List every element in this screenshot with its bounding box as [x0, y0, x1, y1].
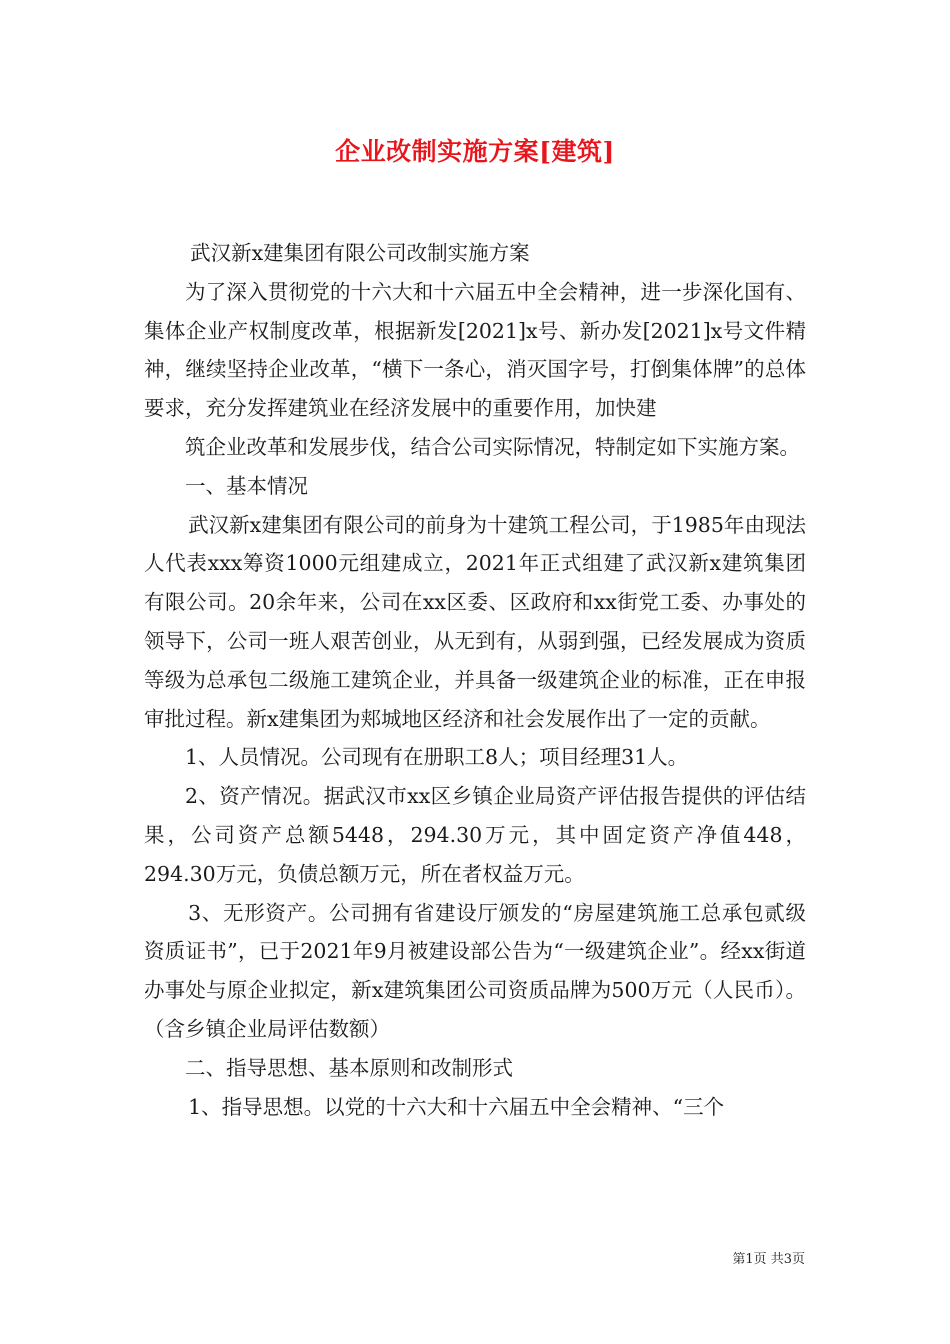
paragraph-company-history: 武汉新x建集团有限公司的前身为十建筑工程公司，于1985年由现法人代表xxx筹资1000元组建成立，2021年正式组建了武汉新x建筑集团有限公司。20余年来，公司在xx区委、区政府和xx街党工委、办事处的领导下，公司一班人艰苦创业，从无到有，从弱到强，已经发展成为资质等级为总承包二级施工建筑企业，并具备一级建筑企业的标准，正在申报审批过程。新x建集团为郏城地区经济和社会发展作出了一定的贡献。 [144, 512, 806, 731]
paragraph-intangible-assets: 3、无形资产。公司拥有省建设厅颁发的“房屋建筑施工总承包贰级资质证书”，已于2021年9月被建设部公告为“一级建筑企业”。经xx街道办事处与原企业拟定，新x建筑集团公司资质品牌为500万元（人民币）。（含乡镇企业局评估数额） [144, 900, 806, 1041]
paragraph-guiding-ideology: 1、指导思想。以党的十六大和十六届五中全会精神、“三个 [188, 1094, 725, 1119]
page-number: 第1页 共3页 [732, 1252, 805, 1267]
paragraph-intro-continued: 筑企业改革和发展步伐，结合公司实际情况，特制定如下实施方案。 [185, 434, 800, 459]
section-heading-basic-info: 一、基本情况 [185, 473, 308, 498]
paragraph-personnel: 1、人员情况。公司现有在册职工8人；项目经理31人。 [185, 745, 689, 770]
paragraph-subtitle: 武汉新x建集团有限公司改制实施方案 [190, 241, 530, 265]
document-title: 企业改制实施方案[建筑] [335, 137, 615, 166]
paragraph-assets: 2、资产情况。据武汉市xx区乡镇企业局资产评估报告提供的评估结果，公司资产总额5448，294.30万元，其中固定资产净值448，294.30万元，负债总额万元，所在者权益万元。 [144, 784, 806, 886]
paragraph-intro: 为了深入贯彻党的十六大和十六届五中全会精神，进一步深化国有、集体企业产权制度改革，根据新发[2021]x号、新办发[2021]x号文件精神，继续坚持企业改革，“横下一条心，消灭国字号，打倒集体牌”的总体要求，充分发挥建筑业在经济发展中的重要作用，加快建 [144, 279, 806, 421]
document-body [144, 234, 806, 1126]
section-heading-guiding-principles: 二、指导思想、基本原则和改制形式 [185, 1055, 513, 1080]
